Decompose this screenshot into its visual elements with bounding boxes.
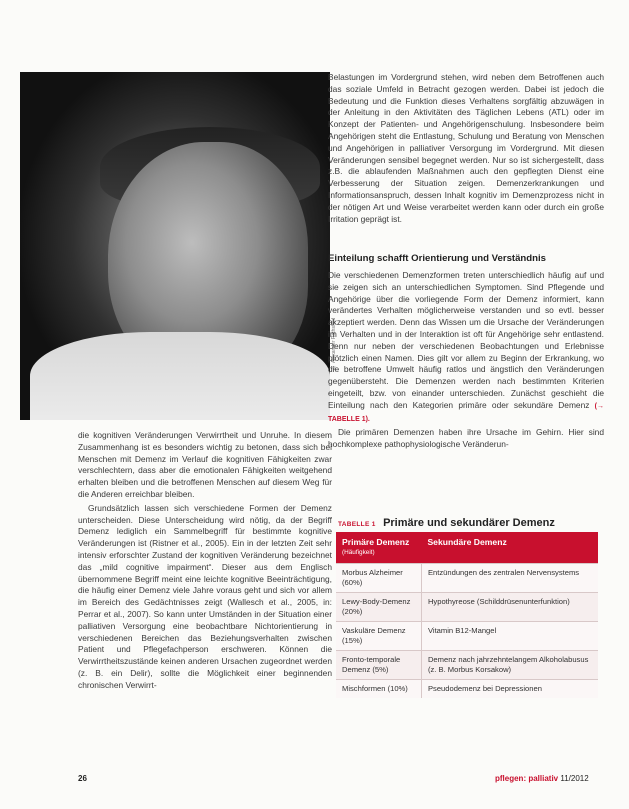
page-number: 26	[78, 774, 87, 783]
magazine-footer	[495, 774, 589, 783]
table-row	[336, 680, 598, 699]
column-header: Sekundäre Demenz	[421, 532, 598, 564]
table-cell: Mischformen (10%)	[336, 680, 421, 699]
paragraph	[328, 270, 604, 425]
table-cell: Morbus Alzheimer (60%)	[336, 564, 421, 593]
paragraph: Belastungen im Vordergrund stehen, wird neben dem Betroffenen auch das soziale Umfeld in Betracht gezogen werden. Dabei ist jedoch die Bedeutung und die Funktion dieses Verhaltens sorgfältig abzuwägen in der Anleitung in den Aktivitäten des Täglichen Lebens (ATL) oder im Konzept der Patienten- und Angehörigenschulung. Insbesondere beim Angehörigen steht die Entlastung, Schulung und Beratung von Menschen und Angehörigen in palliativer Versorgung im Vordergrund. Mit diesen Veränderungen sensibel begegnet werden. Nur so ist sichergestellt, dass z.B. die ablaufenden Maßnahmen auch den gepflegten Dienst eine Verbesserung der Situation zeigen. Demenzerkrankungen und Informationsanspruch, dessen Inhalt kognitiv im Demenzprozess nicht in der nötigen Art und Weise verarbeitet werden kann oder durch ein große Irritation geprägt ist.	[328, 72, 604, 224]
dementia-table	[336, 532, 598, 698]
table-reference: (→ TABELLE 1).	[328, 402, 605, 423]
table-row	[336, 593, 598, 622]
table-header	[338, 513, 598, 531]
paragraph: Die primären Demenzen haben ihre Ursache im Gehirn. Hier sind hochkomplexe pathophysiologische Veränderun-	[328, 427, 604, 450]
table-title: Primäre und sekundärer Demenz	[383, 517, 555, 529]
portrait-photo	[20, 72, 330, 420]
article-text-right-mid	[328, 270, 604, 451]
paragraph: die kognitiven Veränderungen Verwirrtheit und Unruhe. In diesem Zusammenhang ist es besonders wichtig zu betonen, dass sich bei Menschen mit Demenz im Verlauf die kognitiven Fähigkeiten zwar verschlechtern, dass aber die emotionalen Fähigkeiten weitgehend erhalten bleiben und die betroffenen Menschen auf diesem Weg für die Anderen erreichbar bleiben.	[78, 430, 332, 499]
table-row	[336, 622, 598, 651]
table-cell: Entzündungen des zentralen Nervensystems	[421, 564, 598, 593]
photo-shirt	[30, 332, 330, 420]
issue: 11/2012	[560, 774, 589, 783]
photo-credit: © Alexander Rathsfeld	[331, 318, 337, 371]
magazine-name: pflegen: palliativ	[495, 774, 559, 783]
table-cell: Demenz nach jahrzehntelangem Alkoholabusus (z. B. Morbus Korsakow)	[421, 651, 598, 680]
table-cell: Vitamin B12-Mangel	[421, 622, 598, 651]
table-row	[336, 651, 598, 680]
table-cell: Fronto-temporale Demenz (5%)	[336, 651, 421, 680]
column-header: Primäre Demenz (Häufigkeit)	[336, 532, 421, 564]
paragraph: Grundsätzlich lassen sich verschiedene Formen der Demenz unterscheiden. Diese Unterscheidung wird nötig, da der Begriff Demenz lediglich ein Sammelbegriff für bestimmte kognitive Veränderungen ist (Ristner et al., 2005). Ein in der letzten Zeit sehr intensiv erforschter Zustand der kognitiven Veränderung bezeichnet das „mild cognitive impairment“. Dieser aus dem Englisch übernommene Begriff meint eine leichte kognitive Beeinträchtigung, die häufig einer Demenz viele Jahre voraus geht und sich vor allem im Bereich des Gedächtnisses zeigt (Wallesch et al., 2005, in: Perrar et al., 2007). So kann unter Umständen in der Situation einer palliativen Versorgung eine beobachtbare Nichtorientierung in verschiedenen Bereichen das Beziehungsverhalten zwischen Patient und Pflegefachperson erschweren. Können die Verwirrtheitszustände keinen anderen Ursachen zugeordnet werden (z. B. ein Delir), sollte die Möglichkeit einer beginnenden chronischen Verwirrt-	[78, 502, 332, 690]
table-label: TABELLE 1	[338, 521, 376, 528]
table-header-row	[336, 532, 598, 564]
table-row	[336, 564, 598, 593]
table-cell: Pseudodemenz bei Depressionen	[421, 680, 598, 699]
table-cell: Lewy-Body-Demenz (20%)	[336, 593, 421, 622]
table-cell: Vaskuläre Demenz (15%)	[336, 622, 421, 651]
table-cell: Hypothyreose (Schilddrüsenunterfunktion)	[421, 593, 598, 622]
section-heading: Einteilung schafft Orientierung und Verständnis	[328, 253, 547, 264]
paragraph-text: Die verschiedenen Demenzformen treten unterschiedlich häufig auf und sie zeigen sich an unterschiedlichen Symptomen. Sind Pflegende und Angehörige über die vorliegende Form der Demenz informiert, kann verändertes Verhalten möglicherweise verstanden und so evtl. besser akzeptiert werden. Denn das Wissen um die Ursache der Veränderungen im Verhalten und in der Interaktion ist oft für Angehörige sehr entlastend. Denn nur neben der verschiedenen Beobachtungen und Erlebnisse plötzlich einen Namen. Dies gilt vor allem zu Beginn der Erkrankung, wo die betroffene Umwelt häufig ratlos und ängstlich den Veränderungen gegenübersteht. Die Demenzen werden nach bestimmten Kriterien eingeteilt, bzw. von einander unterschieden. Zunächst geschieht die Einteilung nach den Kategorien primäre oder sekundäre Demenz	[328, 270, 604, 410]
article-text-right-top	[328, 72, 604, 225]
article-text-left	[78, 430, 332, 692]
